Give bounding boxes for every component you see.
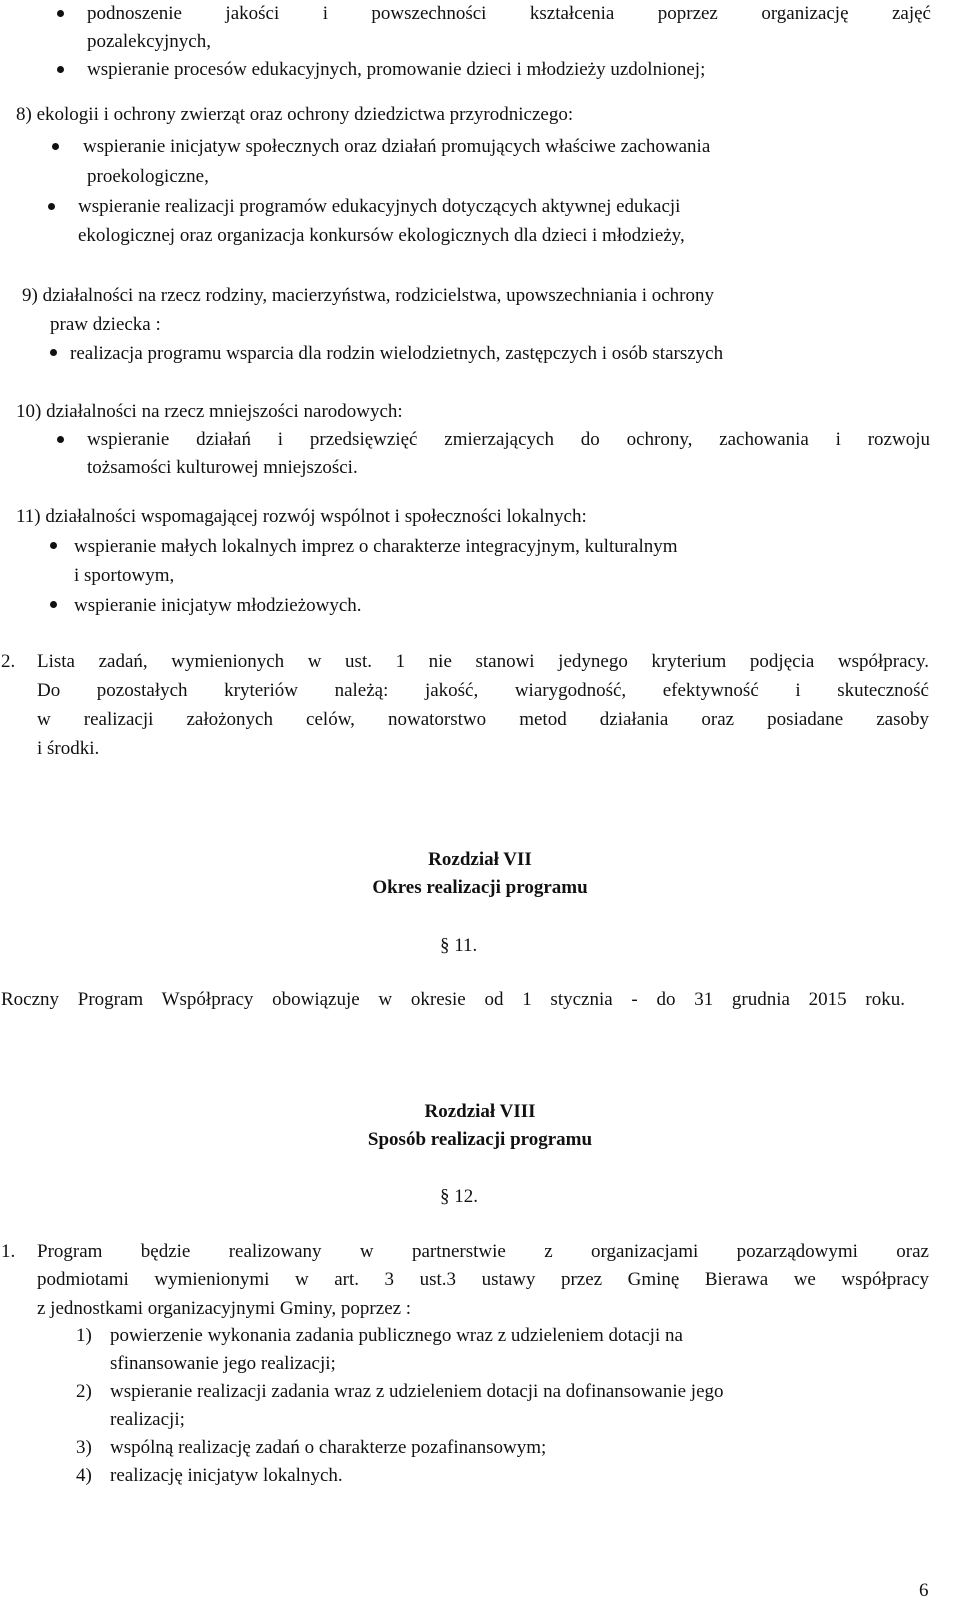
form-1-number: 1) xyxy=(76,1325,92,1346)
bullet-icon xyxy=(48,203,55,210)
chapter-8-subtitle: Sposób realizacji programu xyxy=(367,1129,593,1150)
item-8-heading: 8) ekologii i ochrony zwierząt oraz ochrony dziedzictwa przyrodniczego: xyxy=(16,104,574,125)
point-2-line-3: w realizacji założonych celów, nowatorstwo metod działania oraz posiadane zasoby xyxy=(37,709,929,730)
item-9-bullet-1: realizacja programu wsparcia dla rodzin wielodzietnych, zastępczych i osób starszych xyxy=(70,343,724,364)
form-3-number: 3) xyxy=(76,1437,92,1458)
item-8-bullet-1-line-1: wspieranie inicjatyw społecznych oraz działań promujących właściwe zachowania xyxy=(83,136,711,157)
point-2-line-1: Lista zadań, wymienionych w ust. 1 nie stanowi jedynego kryterium podjęcia współpracy. xyxy=(37,651,929,672)
item-10-bullet-1-line-1: wspieranie działań i przedsięwzięć zmierzających do ochrony, zachowania i rozwoju xyxy=(87,429,930,450)
bullet-icon xyxy=(52,143,59,150)
chapter-7-text: Roczny Program Współpracy obowiązuje w okresie od 1 stycznia - do 31 grudnia 2015 roku. xyxy=(1,989,905,1010)
form-3-line-1: wspólną realizację zadań o charakterze pozafinansowym; xyxy=(110,1437,547,1458)
chapter-8-point-1-number: 1. xyxy=(1,1241,16,1262)
item-8-bullet-1-line-2: proekologiczne, xyxy=(87,166,209,187)
form-2-line-2: realizacji; xyxy=(110,1409,185,1430)
chapter-8-title: Rozdział VIII xyxy=(424,1101,536,1122)
form-2-number: 2) xyxy=(76,1381,92,1402)
point-2-line-4: i środki. xyxy=(37,738,100,759)
form-1-line-2: sfinansowanie jego realizacji; xyxy=(110,1353,336,1374)
item-10-heading: 10) działalności na rzecz mniejszości narodowych: xyxy=(16,401,403,422)
item-11-bullet-1-line-1: wspieranie małych lokalnych imprez o charakterze integracyjnym, kulturalnym xyxy=(74,536,678,557)
bullet-icon xyxy=(57,436,64,443)
form-4-line-1: realizację inicjatyw lokalnych. xyxy=(110,1465,343,1486)
bullet-icon xyxy=(50,349,57,356)
bullet-icon xyxy=(50,542,57,549)
item-11-heading: 11) działalności wspomagającej rozwój wspólnot i społeczności lokalnych: xyxy=(16,506,587,527)
item-9-heading-line-1: 9) działalności na rzecz rodziny, macierzyństwa, rodzicielstwa, upowszechniania i ochrony xyxy=(22,285,714,306)
point-2-line-2: Do pozostałych kryteriów należą: jakość, wiarygodność, efektywność i skuteczność xyxy=(37,680,929,701)
form-4-number: 4) xyxy=(76,1465,92,1486)
chapter-7-subtitle: Okres realizacji programu xyxy=(372,877,588,898)
section-11-mark: § 11. xyxy=(440,935,478,956)
top-bullet-1-line-1: podnoszenie jakości i powszechności kształcenia poprzez organizację zajęć xyxy=(87,3,931,24)
section-12-mark: § 12. xyxy=(440,1186,478,1207)
item-9-heading-line-2: praw dziecka : xyxy=(50,314,161,335)
bullet-icon xyxy=(50,601,57,608)
chapter-7-title: Rozdział VII xyxy=(428,849,532,870)
form-1-line-1: powierzenie wykonania zadania publicznego wraz z udzieleniem dotacji na xyxy=(110,1325,683,1346)
item-8-bullet-2-line-1: wspieranie realizacji programów edukacyjnych dotyczących aktywnej edukacji xyxy=(78,196,681,217)
chapter-8-point-1-line-3: z jednostkami organizacyjnymi Gminy, poprzez : xyxy=(37,1298,412,1319)
form-2-line-1: wspieranie realizacji zadania wraz z udzieleniem dotacji na dofinansowanie jego xyxy=(110,1381,724,1402)
item-10-bullet-1-line-2: tożsamości kulturowej mniejszości. xyxy=(87,457,358,478)
bullet-icon xyxy=(57,66,64,73)
point-2-number: 2. xyxy=(1,651,16,672)
item-11-bullet-1-line-2: i sportowym, xyxy=(74,565,175,586)
chapter-8-point-1-line-2: podmiotami wymienionymi w art. 3 ust.3 ustawy przez Gminę Bierawa we współpracy xyxy=(37,1269,929,1290)
bullet-icon xyxy=(57,10,64,17)
chapter-8-point-1-line-1: Program będzie realizowany w partnerstwie z organizacjami pozarządowymi oraz xyxy=(37,1241,929,1262)
item-11-bullet-2: wspieranie inicjatyw młodzieżowych. xyxy=(74,595,362,616)
top-bullet-1-line-2: pozalekcyjnych, xyxy=(87,31,211,52)
top-bullet-2: wspieranie procesów edukacyjnych, promowanie dzieci i młodzieży uzdolnionej; xyxy=(87,59,706,80)
page-number: 6 xyxy=(919,1580,929,1601)
item-8-bullet-2-line-2: ekologicznej oraz organizacja konkursów ekologicznych dla dzieci i młodzieży, xyxy=(78,225,685,246)
